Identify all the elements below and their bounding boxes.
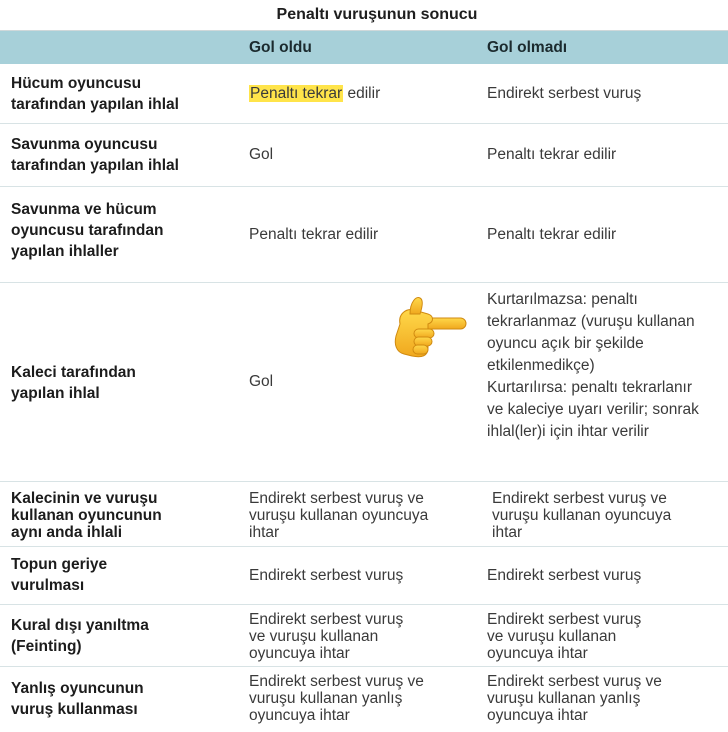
no-goal-cell: Endirekt serbest vuruş ve vuruşu kullanan oyuncuya ihtar [487, 610, 642, 662]
no-goal-cell: Endirekt serbest vuruş ve vuruşu kullanan yanlış oyuncuya ihtar [487, 672, 662, 724]
no-goal-cell: Penaltı tekrar edilir [487, 225, 617, 243]
no-goal-cell: Endirekt serbest vuruş ve vuruşu kullanan oyuncuya ihtar [492, 489, 672, 541]
row-label: Kural dışı yanıltma (Feinting) [11, 617, 149, 655]
table-row [0, 64, 728, 124]
goal-cell: Endirekt serbest vuruş ve vuruşu kullanan oyuncuya ihtar [249, 489, 429, 541]
goal-cell: Gol [249, 146, 274, 163]
table-row [0, 547, 728, 605]
pointing-hand-icon [388, 292, 470, 362]
goal-cell [249, 64, 481, 123]
row-label: Savunma ve hücum oyuncusu tarafından yapılan ihlaller [11, 200, 164, 260]
column-header-goal: Gol oldu [249, 38, 312, 56]
row-label: Kaleci tarafından yapılan ihlal [11, 364, 136, 402]
row-label: Savunma oyuncusu tarafından yapılan ihlal [11, 136, 179, 174]
row-label: Topun geriye vurulması [11, 556, 108, 594]
no-goal-cell: Penaltı tekrar edilir [487, 146, 617, 163]
table-title: Penaltı vuruşunun sonucu [276, 6, 478, 23]
table-title-bar [0, 0, 728, 31]
no-goal-cell: Kurtarılmazsa: penaltı tekrarlanmaz (vuruşu kullanan oyuncu açık bir şekilde etkilenmedikçe) Kurtarılırsa: penaltı tekrarlanır ve kaleciye uyarı verilir; sonrak ihlal(ler)i için ihtar verilir [487, 291, 699, 440]
table-row [0, 283, 728, 482]
no-goal-cell: Endirekt serbest vuruş [487, 84, 642, 102]
column-header-no-goal: Gol olmadı [487, 38, 568, 56]
goal-cell: Gol [249, 373, 274, 390]
table-row [0, 187, 728, 283]
row-label: Yanlış oyuncunun vuruş kullanması [11, 680, 144, 718]
column-header-row [0, 31, 728, 64]
goal-cell: Penaltı tekrar edilir [249, 225, 379, 243]
table-row [0, 667, 728, 731]
goal-cell: Endirekt serbest vuruş ve vuruşu kullanan yanlış oyuncuya ihtar [249, 672, 424, 724]
row-label: Hücum oyuncusu tarafından yapılan ihlal [11, 75, 179, 113]
table-row [0, 605, 728, 667]
row-label: Kalecinin ve vuruşu kullanan oyuncunun aynı anda ihlali [11, 489, 162, 541]
no-goal-cell: Endirekt serbest vuruş [487, 566, 642, 584]
table-row [0, 482, 728, 547]
goal-cell: Endirekt serbest vuruş [249, 566, 404, 584]
table-row [0, 124, 728, 187]
goal-cell-rest: edilir [343, 84, 381, 102]
goal-cell: Endirekt serbest vuruş ve vuruşu kullanan oyuncuya ihtar [249, 610, 404, 662]
highlighted-text: Penaltı tekrar [250, 84, 343, 102]
